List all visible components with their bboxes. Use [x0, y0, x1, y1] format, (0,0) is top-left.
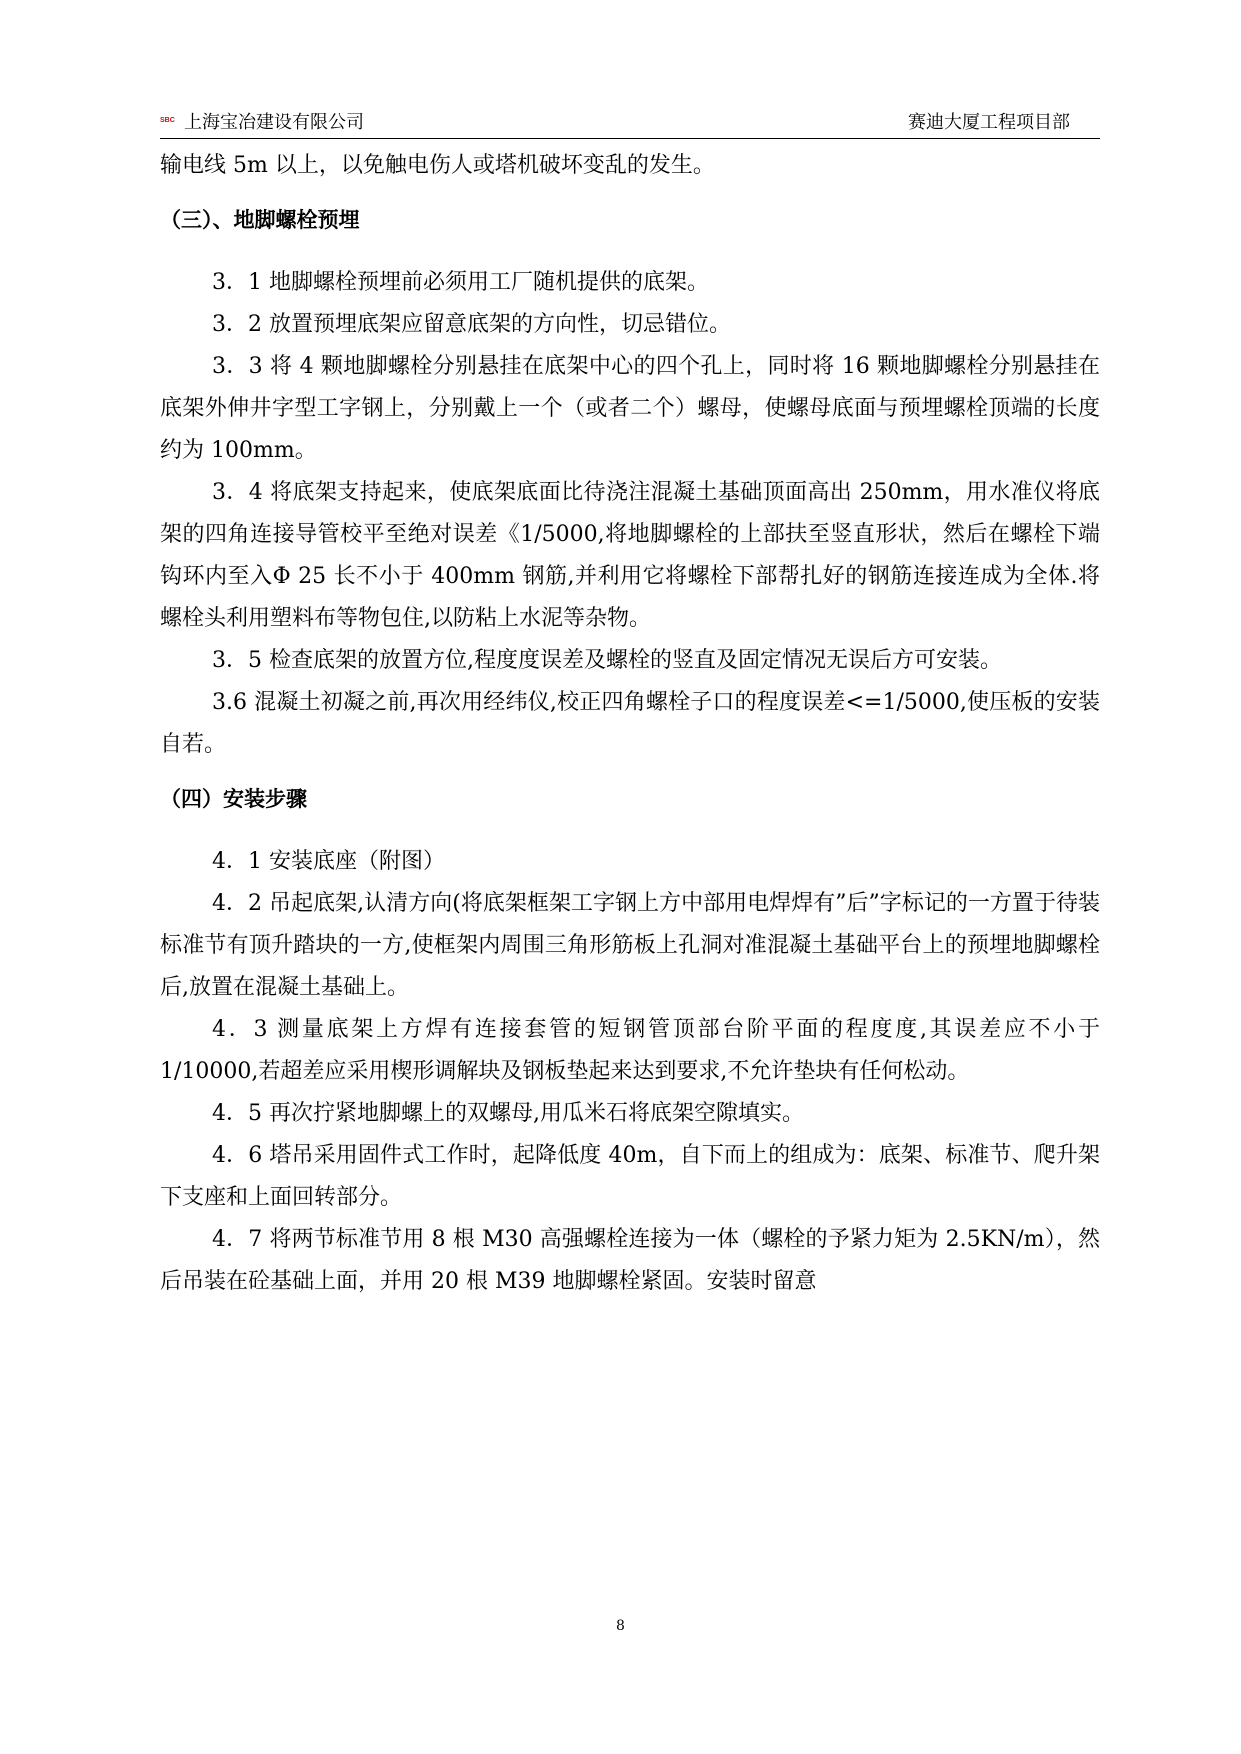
paragraph-3-2: 3．2 放置预埋底架应留意底架的方向性，切忌错位。: [212, 312, 731, 337]
paragraph-4-1: 4．1 安装底座（附图）: [212, 849, 445, 874]
paragraph-4-7: 4．7 将两节标准节用 8 根 M30 高强螺栓连接为一体（螺栓的予紧力矩为 2.5KN/m），然后吊装在砼基础上面，并用 20 根 M39 地脚螺栓紧固。安装时留意: [160, 1227, 1100, 1294]
paragraph-3-5: 3．5 检查底架的放置方位,程度度误差及螺栓的竖直及固定情况无误后方可安装。: [212, 648, 1002, 673]
document-body: [160, 145, 1100, 1303]
paragraph-3-1: 3．1 地脚螺栓预埋前必须用工厂随机提供的底架。: [212, 270, 709, 295]
paragraph-intro: 输电线 5m 以上，以免触电伤人或塔机破坏变乱的发生。: [160, 153, 715, 178]
page-header: [160, 110, 1100, 139]
project-name: 赛迪大厦工程项目部: [908, 112, 1070, 133]
company-logo: SBC: [160, 117, 175, 124]
paragraph-4-6: 4．6 塔吊采用固件式工作时，起降低度 40m，自下而上的组成为：底架、标准节、爬升架下支座和上面回转部分。: [160, 1143, 1100, 1210]
paragraph-4-5: 4．5 再次拧紧地脚螺上的双螺母,用瓜米石将底架空隙填实。: [212, 1101, 804, 1126]
paragraph-3-3: 3．3 将 4 颗地脚螺栓分别悬挂在底架中心的四个孔上，同时将 16 颗地脚螺栓分别悬挂在底架外伸井字型工字钢上，分别戴上一个（或者二个）螺母，使螺母底面与预埋螺栓顶端的长度约为 100mm。: [160, 354, 1100, 463]
paragraph-3-4: 3．4 将底架支持起来，使底架底面比待浇注混凝土基础顶面高出 250mm，用水准仪将底架的四角连接导管校平至绝对误差《1/5000,将地脚螺栓的上部扶至竖直形状，然后在螺栓下端钩环内至入Φ 25 长不小于 400mm 钢筋,并利用它将螺栓下部帮扎好的钢筋连接连成为全体.将螺栓头利用塑料布等物包住,以防粘上水泥等杂物。: [160, 480, 1100, 631]
section-heading-4: （四）安装步骤: [160, 787, 307, 811]
paragraph-3-6: 3.6 混凝土初凝之前,再次用经纬仪,校正四角螺栓子口的程度误差<=1/5000,使压板的安装自若。: [160, 690, 1100, 757]
company-name: 上海宝冶建设有限公司: [184, 112, 364, 133]
paragraph-4-3: 4．3 测量底架上方焊有连接套管的短钢管顶部台阶平面的程度度,其误差应不小于 1/10000,若超差应采用楔形调解块及钢板垫起来达到要求,不允许垫块有任何松动。: [160, 1017, 1100, 1084]
paragraph-4-2: 4．2 吊起底架,认清方向(将底架框架工字钢上方中部用电焊焊有”后”字标记的一方置于待装标准节有顶升踏块的一方,使框架内周围三角形筋板上孔洞对准混凝土基础平台上的预埋地脚螺栓后,放置在混凝土基础上。: [160, 891, 1100, 1000]
page-number: 8: [616, 1618, 625, 1634]
section-heading-3: （三）、地脚螺栓预埋: [160, 208, 360, 232]
